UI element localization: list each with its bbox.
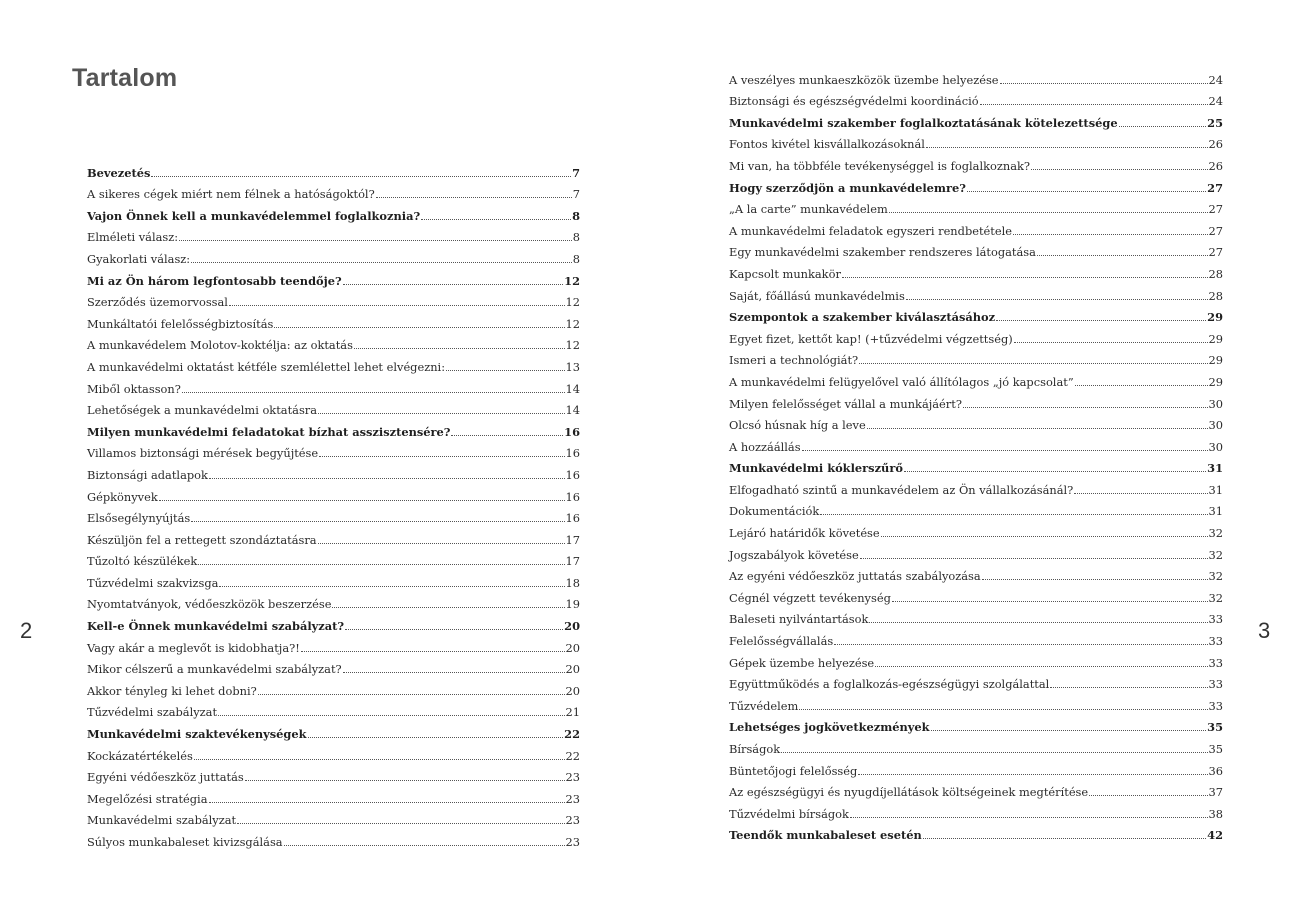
toc-entry-title: Jogszabályok követése (729, 547, 859, 562)
toc-dot-leader (923, 838, 1206, 839)
toc-dot-leader (319, 456, 564, 457)
toc-entry[interactable] (87, 201, 580, 223)
toc-entry[interactable] (729, 799, 1223, 821)
toc-entry[interactable] (729, 367, 1223, 389)
toc-entry-page: 30 (1208, 418, 1223, 433)
toc-entry[interactable] (729, 216, 1223, 238)
toc-entry-page: 14 (565, 381, 580, 396)
toc-entry-title: Kell-e Önnek munkavédelmi szabályzat? (87, 619, 345, 634)
toc-entry-page: 17 (565, 532, 580, 547)
toc-entry[interactable] (729, 756, 1223, 778)
toc-dot-leader (1037, 255, 1208, 256)
toc-entry-page: 13 (565, 359, 580, 374)
toc-dot-leader (179, 240, 572, 241)
toc-entry-page: 29 (1208, 331, 1223, 346)
toc-dot-leader (354, 348, 565, 349)
toc-dot-leader (191, 521, 564, 522)
toc-entry-title: Felelősségvállalás (729, 634, 834, 649)
toc-entry-page: 35 (1208, 742, 1223, 756)
toc-entry-page: 18 (565, 575, 580, 590)
toc-entry[interactable] (729, 303, 1223, 325)
toc-dot-leader (859, 363, 1207, 364)
toc-entry-page: 7 (572, 187, 580, 202)
toc-right-column (729, 65, 1223, 842)
toc-entry-title: A hozzáállás (729, 439, 801, 454)
toc-entry-title: Biztonsági adatlapok (87, 467, 208, 482)
toc-entry[interactable] (87, 676, 580, 698)
toc-dot-leader (1075, 385, 1208, 386)
toc-entry[interactable] (729, 648, 1223, 670)
toc-entry[interactable] (87, 590, 580, 612)
toc-entry[interactable] (87, 374, 580, 396)
toc-entry-page: 33 (1208, 612, 1223, 627)
toc-entry-title: A sikeres cégek miért nem félnek a hatóságoktól? (87, 187, 375, 202)
toc-dot-leader (931, 730, 1207, 731)
toc-dot-leader (209, 802, 565, 803)
toc-dot-leader (301, 651, 565, 652)
toc-entry[interactable] (87, 244, 580, 266)
toc-entry[interactable] (729, 87, 1223, 109)
toc-entry[interactable] (729, 281, 1223, 303)
toc-entry-title: Kockázatértékelés (87, 748, 193, 763)
toc-entry-title: Milyen felelősséget vállal a munkájáért? (729, 396, 962, 411)
toc-entry[interactable] (87, 698, 580, 720)
toc-entry[interactable] (87, 611, 580, 633)
toc-entry[interactable] (87, 482, 580, 504)
toc-entry-page: 21 (565, 705, 580, 720)
toc-left-column (87, 158, 580, 849)
toc-entry[interactable] (729, 130, 1223, 152)
toc-entry-page: 23 (565, 791, 580, 806)
toc-entry[interactable] (729, 713, 1223, 735)
toc-dot-leader (1074, 493, 1207, 494)
toc-dot-leader (820, 514, 1207, 515)
toc-entry[interactable] (729, 540, 1223, 562)
toc-entry-page: 16 (564, 424, 580, 439)
toc-entry[interactable] (729, 108, 1223, 130)
toc-entry[interactable] (87, 417, 580, 439)
toc-entry-page: 19 (565, 597, 580, 612)
toc-entry-page: 28 (1208, 266, 1223, 281)
toc-entry-title: Az egyéni védőeszköz juttatás szabályozása (729, 569, 981, 584)
toc-entry-title: Bírságok (729, 742, 781, 756)
toc-entry-title: Egy munkavédelmi szakember rendszeres látogatása (729, 245, 1036, 260)
toc-entry-page: 29 (1207, 310, 1223, 325)
toc-dot-leader (875, 666, 1207, 667)
toc-dot-leader (850, 817, 1208, 818)
toc-entry[interactable] (729, 432, 1223, 454)
toc-entry-page: 26 (1208, 137, 1223, 152)
toc-dot-leader (343, 284, 563, 285)
toc-dot-leader (345, 629, 563, 630)
toc-entry-page: 27 (1207, 180, 1223, 195)
toc-entry-page: 23 (565, 835, 580, 849)
toc-entry[interactable] (729, 475, 1223, 497)
toc-dot-leader (869, 622, 1207, 623)
toc-dot-leader (1089, 795, 1207, 796)
toc-entry-title: Gépek üzembe helyezése (729, 655, 875, 670)
toc-dot-leader (219, 586, 564, 587)
toc-entry-title: Olcsó húsnak híg a leve (729, 418, 866, 433)
toc-entry-page: 20 (564, 619, 580, 634)
toc-dot-leader (151, 176, 571, 177)
toc-entry[interactable] (729, 324, 1223, 346)
toc-entry-page: 31 (1208, 504, 1223, 519)
toc-entry[interactable] (87, 655, 580, 677)
toc-entry-title: A munkavédelmi felügyelővel való állítólagos „jó kapcsolat” (729, 374, 1074, 389)
toc-entry-page: 8 (572, 208, 580, 223)
toc-dot-leader (182, 392, 565, 393)
toc-entry-page: 27 (1208, 245, 1223, 260)
toc-dot-leader (860, 558, 1208, 559)
toc-entry[interactable] (87, 784, 580, 806)
toc-entry-page: 22 (564, 727, 580, 742)
toc-entry-title: Az egészségügyi és nyugdíjellátások költségeinek megtérítése (729, 785, 1089, 800)
toc-entry-page: 32 (1208, 547, 1223, 562)
toc-entry-title: Fontos kivétel kisvállalkozásoknál (729, 137, 925, 152)
toc-entry-title: Lejáró határidők követése (729, 526, 880, 541)
toc-entry-page: 24 (1208, 94, 1223, 109)
toc-dot-leader (245, 780, 565, 781)
toc-entry-page: 16 (565, 446, 580, 461)
toc-entry-page: 30 (1208, 439, 1223, 454)
toc-entry-title: Tűzvédelmi bírságok (729, 806, 849, 821)
toc-dot-leader (159, 500, 565, 501)
toc-entry-title: Villamos biztonsági mérések begyűjtése (87, 446, 319, 461)
toc-entry-page: 12 (565, 316, 580, 331)
toc-entry-page: 33 (1208, 655, 1223, 670)
toc-entry-title: Tűzvédelmi szakvizsga (87, 575, 219, 590)
toc-entry-page: 12 (565, 295, 580, 310)
toc-entry-title: Szempontok a szakember kiválasztásához (729, 310, 996, 325)
toc-entry-title: Miből oktasson? (87, 381, 181, 396)
toc-entry-title: Büntetőjogi felelősség (729, 763, 858, 778)
toc-dot-leader (274, 327, 564, 328)
toc-entry-page: 24 (1208, 72, 1223, 87)
toc-entry-title: Vagy akár a meglevőt is kidobhatja?! (87, 640, 300, 655)
toc-entry-title: Biztonsági és egészségvédelmi koordináció (729, 94, 979, 109)
toc-entry-page: 31 (1207, 461, 1223, 476)
toc-dot-leader (799, 709, 1207, 710)
toc-entry-page: 16 (565, 511, 580, 526)
toc-entry-page: 29 (1208, 374, 1223, 389)
toc-dot-leader (904, 471, 1206, 472)
toc-entry[interactable] (729, 173, 1223, 195)
toc-entry-page: 33 (1208, 698, 1223, 713)
toc-entry[interactable] (87, 719, 580, 741)
toc-entry-page: 31 (1208, 482, 1223, 497)
toc-dot-leader (858, 774, 1207, 775)
toc-entry[interactable] (87, 439, 580, 461)
toc-entry-title: Munkavédelmi kóklerszűrő (729, 461, 903, 476)
toc-entry-page: 29 (1208, 353, 1223, 368)
toc-entry[interactable] (729, 454, 1223, 476)
toc-dot-leader (781, 752, 1207, 753)
toc-dot-leader (1050, 687, 1207, 688)
toc-entry-title: Cégnél végzett tevékenység (729, 590, 891, 605)
toc-entry-page: 36 (1208, 763, 1223, 778)
toc-entry-title: Lehetőségek a munkavédelmi oktatásra (87, 403, 318, 418)
toc-dot-leader (967, 191, 1206, 192)
toc-entry[interactable] (729, 734, 1223, 756)
toc-dot-leader (1031, 169, 1208, 170)
toc-entry-page: 32 (1208, 590, 1223, 605)
toc-entry[interactable] (729, 670, 1223, 692)
toc-dot-leader (1000, 83, 1208, 84)
toc-entry-title: A munkavédelmi feladatok egyszeri rendbetétele (729, 223, 1012, 238)
toc-entry-page: 7 (572, 165, 580, 180)
toc-entry-title: Akkor tényleg ki lehet dobni? (87, 683, 257, 698)
toc-entry-page: 12 (565, 338, 580, 353)
toc-entry[interactable] (87, 396, 580, 418)
toc-dot-leader (198, 564, 564, 565)
toc-dot-leader (194, 759, 565, 760)
toc-entry-page: 8 (572, 230, 580, 245)
toc-dot-leader (1013, 234, 1208, 235)
toc-entry-title: Vajon Önnek kell a munkavédelemmel foglalkoznia? (87, 208, 421, 223)
toc-entry-page: 33 (1208, 634, 1223, 649)
toc-entry[interactable] (729, 65, 1223, 87)
toc-entry[interactable] (87, 223, 580, 245)
toc-entry-title: Mi az Ön három legfontosabb teendője? (87, 273, 342, 288)
toc-entry-page: 38 (1208, 806, 1223, 821)
toc-dot-leader (889, 212, 1208, 213)
toc-entry-title: Baleseti nyilvántartások (729, 612, 869, 627)
toc-entry-page: 22 (565, 748, 580, 763)
toc-entry[interactable] (87, 806, 580, 828)
toc-dot-leader (892, 601, 1208, 602)
page-title: Tartalom (72, 64, 178, 92)
toc-entry-page: 26 (1208, 158, 1223, 173)
toc-dot-leader (926, 147, 1208, 148)
toc-dot-leader (906, 299, 1208, 300)
toc-dot-leader (842, 277, 1208, 278)
toc-entry-title: Elfogadható szintű a munkavédelem az Ön vállalkozásánál? (729, 482, 1074, 497)
toc-entry-page: 32 (1208, 526, 1223, 541)
toc-entry-page: 8 (572, 251, 580, 266)
toc-entry-title: A veszélyes munkaeszközök üzembe helyezése (729, 72, 999, 87)
toc-entry-title: Együttműködés a foglalkozás-egészségügyi szolgálattal (729, 677, 1050, 692)
toc-entry-title: Tűzvédelem (729, 698, 799, 713)
toc-entry-title: Mi van, ha többféle tevékenységgel is foglalkoznak? (729, 158, 1030, 173)
toc-dot-leader (451, 435, 563, 436)
toc-dot-leader (237, 823, 564, 824)
toc-dot-leader (1119, 126, 1207, 127)
toc-entry-page: 30 (1208, 396, 1223, 411)
toc-entry[interactable] (729, 346, 1223, 368)
toc-dot-leader (881, 536, 1208, 537)
toc-entry[interactable] (729, 151, 1223, 173)
toc-dot-leader (982, 579, 1208, 580)
toc-entry-page: 16 (565, 489, 580, 504)
toc-dot-leader (867, 428, 1208, 429)
toc-dot-leader (284, 845, 565, 846)
toc-entry-page: 35 (1207, 720, 1223, 735)
toc-entry-page: 23 (565, 770, 580, 785)
toc-dot-leader (980, 104, 1208, 105)
toc-entry[interactable] (87, 266, 580, 288)
toc-entry[interactable] (87, 288, 580, 310)
toc-entry[interactable] (729, 626, 1223, 648)
toc-entry-page: 14 (565, 403, 580, 418)
toc-entry-title: Bevezetés (87, 165, 151, 180)
toc-entry[interactable] (87, 827, 580, 849)
toc-entry-title: Tűzvédelmi szabályzat (87, 705, 218, 720)
page-number-right: 3 (1258, 618, 1271, 643)
toc-entry-title: Munkavédelmi szabályzat (87, 813, 237, 828)
toc-entry[interactable] (729, 691, 1223, 713)
toc-entry[interactable] (729, 562, 1223, 584)
toc-dot-leader (343, 672, 565, 673)
toc-entry[interactable] (87, 633, 580, 655)
toc-entry-title: Gyakorlati válasz: (87, 251, 191, 266)
toc-entry-title: Ismeri a technológiát? (729, 353, 859, 368)
toc-entry-title: Nyomtatványok, védőeszközök beszerzése (87, 597, 332, 612)
toc-entry-title: Kapcsolt munkakör (729, 266, 841, 281)
toc-entry-page: 33 (1208, 677, 1223, 692)
toc-entry-title: Egyet fizet, kettőt kap! (+tűzvédelmi végzettség) (729, 331, 1013, 346)
toc-entry[interactable] (87, 352, 580, 374)
toc-entry-title: Hogy szerződjön a munkavédelemre? (729, 180, 966, 195)
toc-entry[interactable] (87, 504, 580, 526)
toc-dot-leader (318, 543, 565, 544)
toc-entry-title: Saját, főállású munkavédelmis (729, 288, 905, 303)
toc-entry-page: 27 (1208, 223, 1223, 238)
toc-entry[interactable] (729, 497, 1223, 519)
toc-entry-title: Gépkönyvek (87, 489, 158, 504)
toc-dot-leader (446, 370, 564, 371)
toc-entry[interactable] (87, 741, 580, 763)
toc-entry-title: A munkavédelem Molotov-koktélja: az oktatás (87, 338, 353, 353)
toc-entry-page: 20 (565, 683, 580, 698)
toc-entry-page: 17 (565, 554, 580, 569)
toc-entry[interactable] (87, 763, 580, 785)
toc-entry-title: „A la carte” munkavédelem (729, 202, 888, 217)
toc-entry-title: Tűzoltó készülékek (87, 554, 198, 569)
toc-entry[interactable] (87, 180, 580, 202)
toc-entry[interactable] (87, 309, 580, 331)
toc-entry[interactable] (729, 778, 1223, 800)
toc-entry-title: Munkáltatói felelősségbiztosítás (87, 316, 274, 331)
toc-entry-title: Egyéni védőeszköz juttatás (87, 770, 244, 785)
toc-entry-title: Dokumentációk (729, 504, 820, 519)
toc-entry[interactable] (729, 238, 1223, 260)
toc-entry-page: 12 (564, 273, 580, 288)
toc-entry-title: Mikor célszerű a munkavédelmi szabályzat? (87, 662, 342, 677)
toc-entry-title: Elméleti válasz: (87, 230, 179, 245)
toc-entry-page: 27 (1208, 202, 1223, 217)
toc-entry[interactable] (87, 331, 580, 353)
toc-entry[interactable] (729, 195, 1223, 217)
toc-entry-page: 25 (1207, 115, 1223, 130)
toc-dot-leader (996, 320, 1206, 321)
toc-entry[interactable] (729, 821, 1223, 843)
toc-entry-page: 23 (565, 813, 580, 828)
toc-entry[interactable] (87, 158, 580, 180)
toc-entry-title: Lehetséges jogkövetkezmények (729, 720, 930, 735)
toc-dot-leader (218, 715, 564, 716)
toc-entry-title: Teendők munkabaleset esetén (729, 828, 922, 843)
toc-dot-leader (191, 262, 572, 263)
toc-dot-leader (258, 694, 565, 695)
toc-entry[interactable] (729, 605, 1223, 627)
toc-entry[interactable] (87, 460, 580, 482)
toc-entry[interactable] (87, 547, 580, 569)
toc-dot-leader (209, 478, 565, 479)
toc-entry-page: 20 (565, 662, 580, 677)
toc-entry[interactable] (729, 518, 1223, 540)
toc-entry-title: Szerződés üzemorvossal (87, 295, 228, 310)
toc-dot-leader (318, 413, 564, 414)
toc-dot-leader (834, 644, 1207, 645)
toc-entry-title: Elsősegélynyújtás (87, 511, 191, 526)
toc-entry[interactable] (729, 389, 1223, 411)
toc-entry[interactable] (87, 568, 580, 590)
toc-dot-leader (802, 450, 1208, 451)
toc-entry-title: Megelőzési stratégia (87, 791, 208, 806)
toc-entry-title: Munkavédelmi szaktevékenységek (87, 727, 307, 742)
toc-entry-title: Súlyos munkabaleset kivizsgálása (87, 835, 283, 849)
toc-dot-leader (1014, 342, 1208, 343)
toc-dot-leader (376, 197, 572, 198)
toc-entry-title: Milyen munkavédelmi feladatokat bízhat asszisztensére? (87, 424, 451, 439)
toc-entry-page: 42 (1207, 828, 1223, 843)
toc-entry-page: 32 (1208, 569, 1223, 584)
toc-dot-leader (229, 305, 565, 306)
toc-entry[interactable] (729, 411, 1223, 433)
page-number-left: 2 (20, 618, 33, 643)
toc-entry[interactable] (729, 583, 1223, 605)
toc-entry-page: 20 (565, 640, 580, 655)
toc-entry-page: 28 (1208, 288, 1223, 303)
toc-entry-page: 16 (565, 467, 580, 482)
toc-entry-title: A munkavédelmi oktatást kétféle szemlélettel lehet elvégezni: (87, 359, 446, 374)
toc-dot-leader (308, 737, 564, 738)
toc-entry[interactable] (87, 525, 580, 547)
toc-dot-leader (332, 607, 564, 608)
toc-dot-leader (421, 219, 571, 220)
toc-entry[interactable] (729, 259, 1223, 281)
toc-entry-page: 37 (1208, 785, 1223, 800)
toc-entry-title: Készüljön fel a rettegett szondáztatásra (87, 532, 317, 547)
toc-dot-leader (963, 407, 1208, 408)
toc-entry-title: Munkavédelmi szakember foglalkoztatásának kötelezettsége (729, 115, 1118, 130)
